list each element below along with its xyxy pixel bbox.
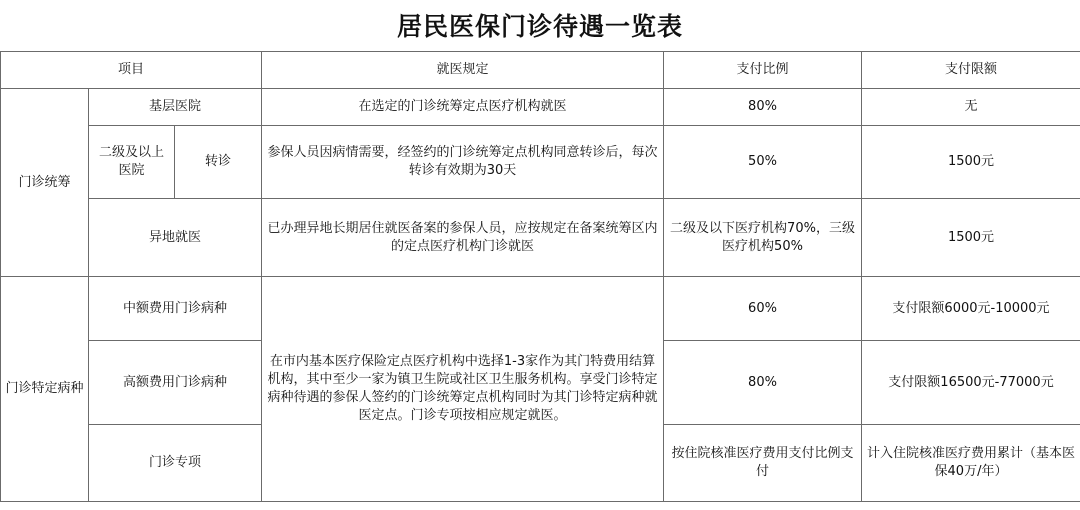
rule-special-disease: 在市内基本医疗保险定点医疗机构中选择1-3家作为其门特费用结算机构，其中至少一家为镇卫生院或社区卫生服务机构。享受门诊特定病种待遇的参保人签约的门诊统筹定点机构同时为其门诊特定病种就医定点。门诊专项按相应规定就医。 (262, 277, 664, 502)
limit-mid-cost: 支付限额6000元-10000元 (862, 277, 1080, 341)
rule-other-place: 已办理异地长期居住就医备案的参保人员，应按规定在备案统筹区内的定点医疗机构门诊就医 (262, 199, 664, 277)
group-special-disease: 门诊特定病种 (1, 277, 89, 502)
item-special: 门诊专项 (89, 425, 262, 502)
item-secondary-hospital: 二级及以上医院 (89, 126, 175, 199)
group-outpatient-pooling: 门诊统筹 (1, 89, 89, 277)
header-rule: 就医规定 (262, 52, 664, 89)
item-high-cost: 高额费用门诊病种 (89, 341, 262, 425)
table-row (1, 199, 1080, 277)
ratio-mid-cost: 60% (664, 277, 862, 341)
benefits-table (0, 51, 1080, 502)
ratio-primary-hospital: 80% (664, 89, 862, 126)
table-row (1, 277, 1080, 341)
ratio-other-place: 二级及以下医疗机构70%，三级医疗机构50% (664, 199, 862, 277)
item-other-place: 异地就医 (89, 199, 262, 277)
limit-referral: 1500元 (862, 126, 1080, 199)
item-primary-hospital: 基层医院 (89, 89, 262, 126)
item-mid-cost: 中额费用门诊病种 (89, 277, 262, 341)
table-header-row (1, 52, 1080, 89)
header-limit: 支付限额 (862, 52, 1080, 89)
table-row (1, 126, 1080, 199)
page-title: 居民医保门诊待遇一览表 (396, 12, 683, 41)
header-item: 项目 (1, 52, 262, 89)
header-ratio: 支付比例 (664, 52, 862, 89)
ratio-referral: 50% (664, 126, 862, 199)
rule-primary-hospital: 在选定的门诊统筹定点医疗机构就医 (262, 89, 664, 126)
limit-primary-hospital: 无 (862, 89, 1080, 126)
limit-other-place: 1500元 (862, 199, 1080, 277)
ratio-special: 按住院核准医疗费用支付比例支付 (664, 425, 862, 502)
limit-special: 计入住院核准医疗费用累计（基本医保40万/年） (862, 425, 1080, 502)
limit-high-cost: 支付限额16500元-77000元 (862, 341, 1080, 425)
table-row (1, 89, 1080, 126)
ratio-high-cost: 80% (664, 341, 862, 425)
item-referral: 转诊 (175, 126, 262, 199)
rule-referral: 参保人员因病情需要，经签约的门诊统筹定点机构同意转诊后，每次转诊有效期为30天 (262, 126, 664, 199)
